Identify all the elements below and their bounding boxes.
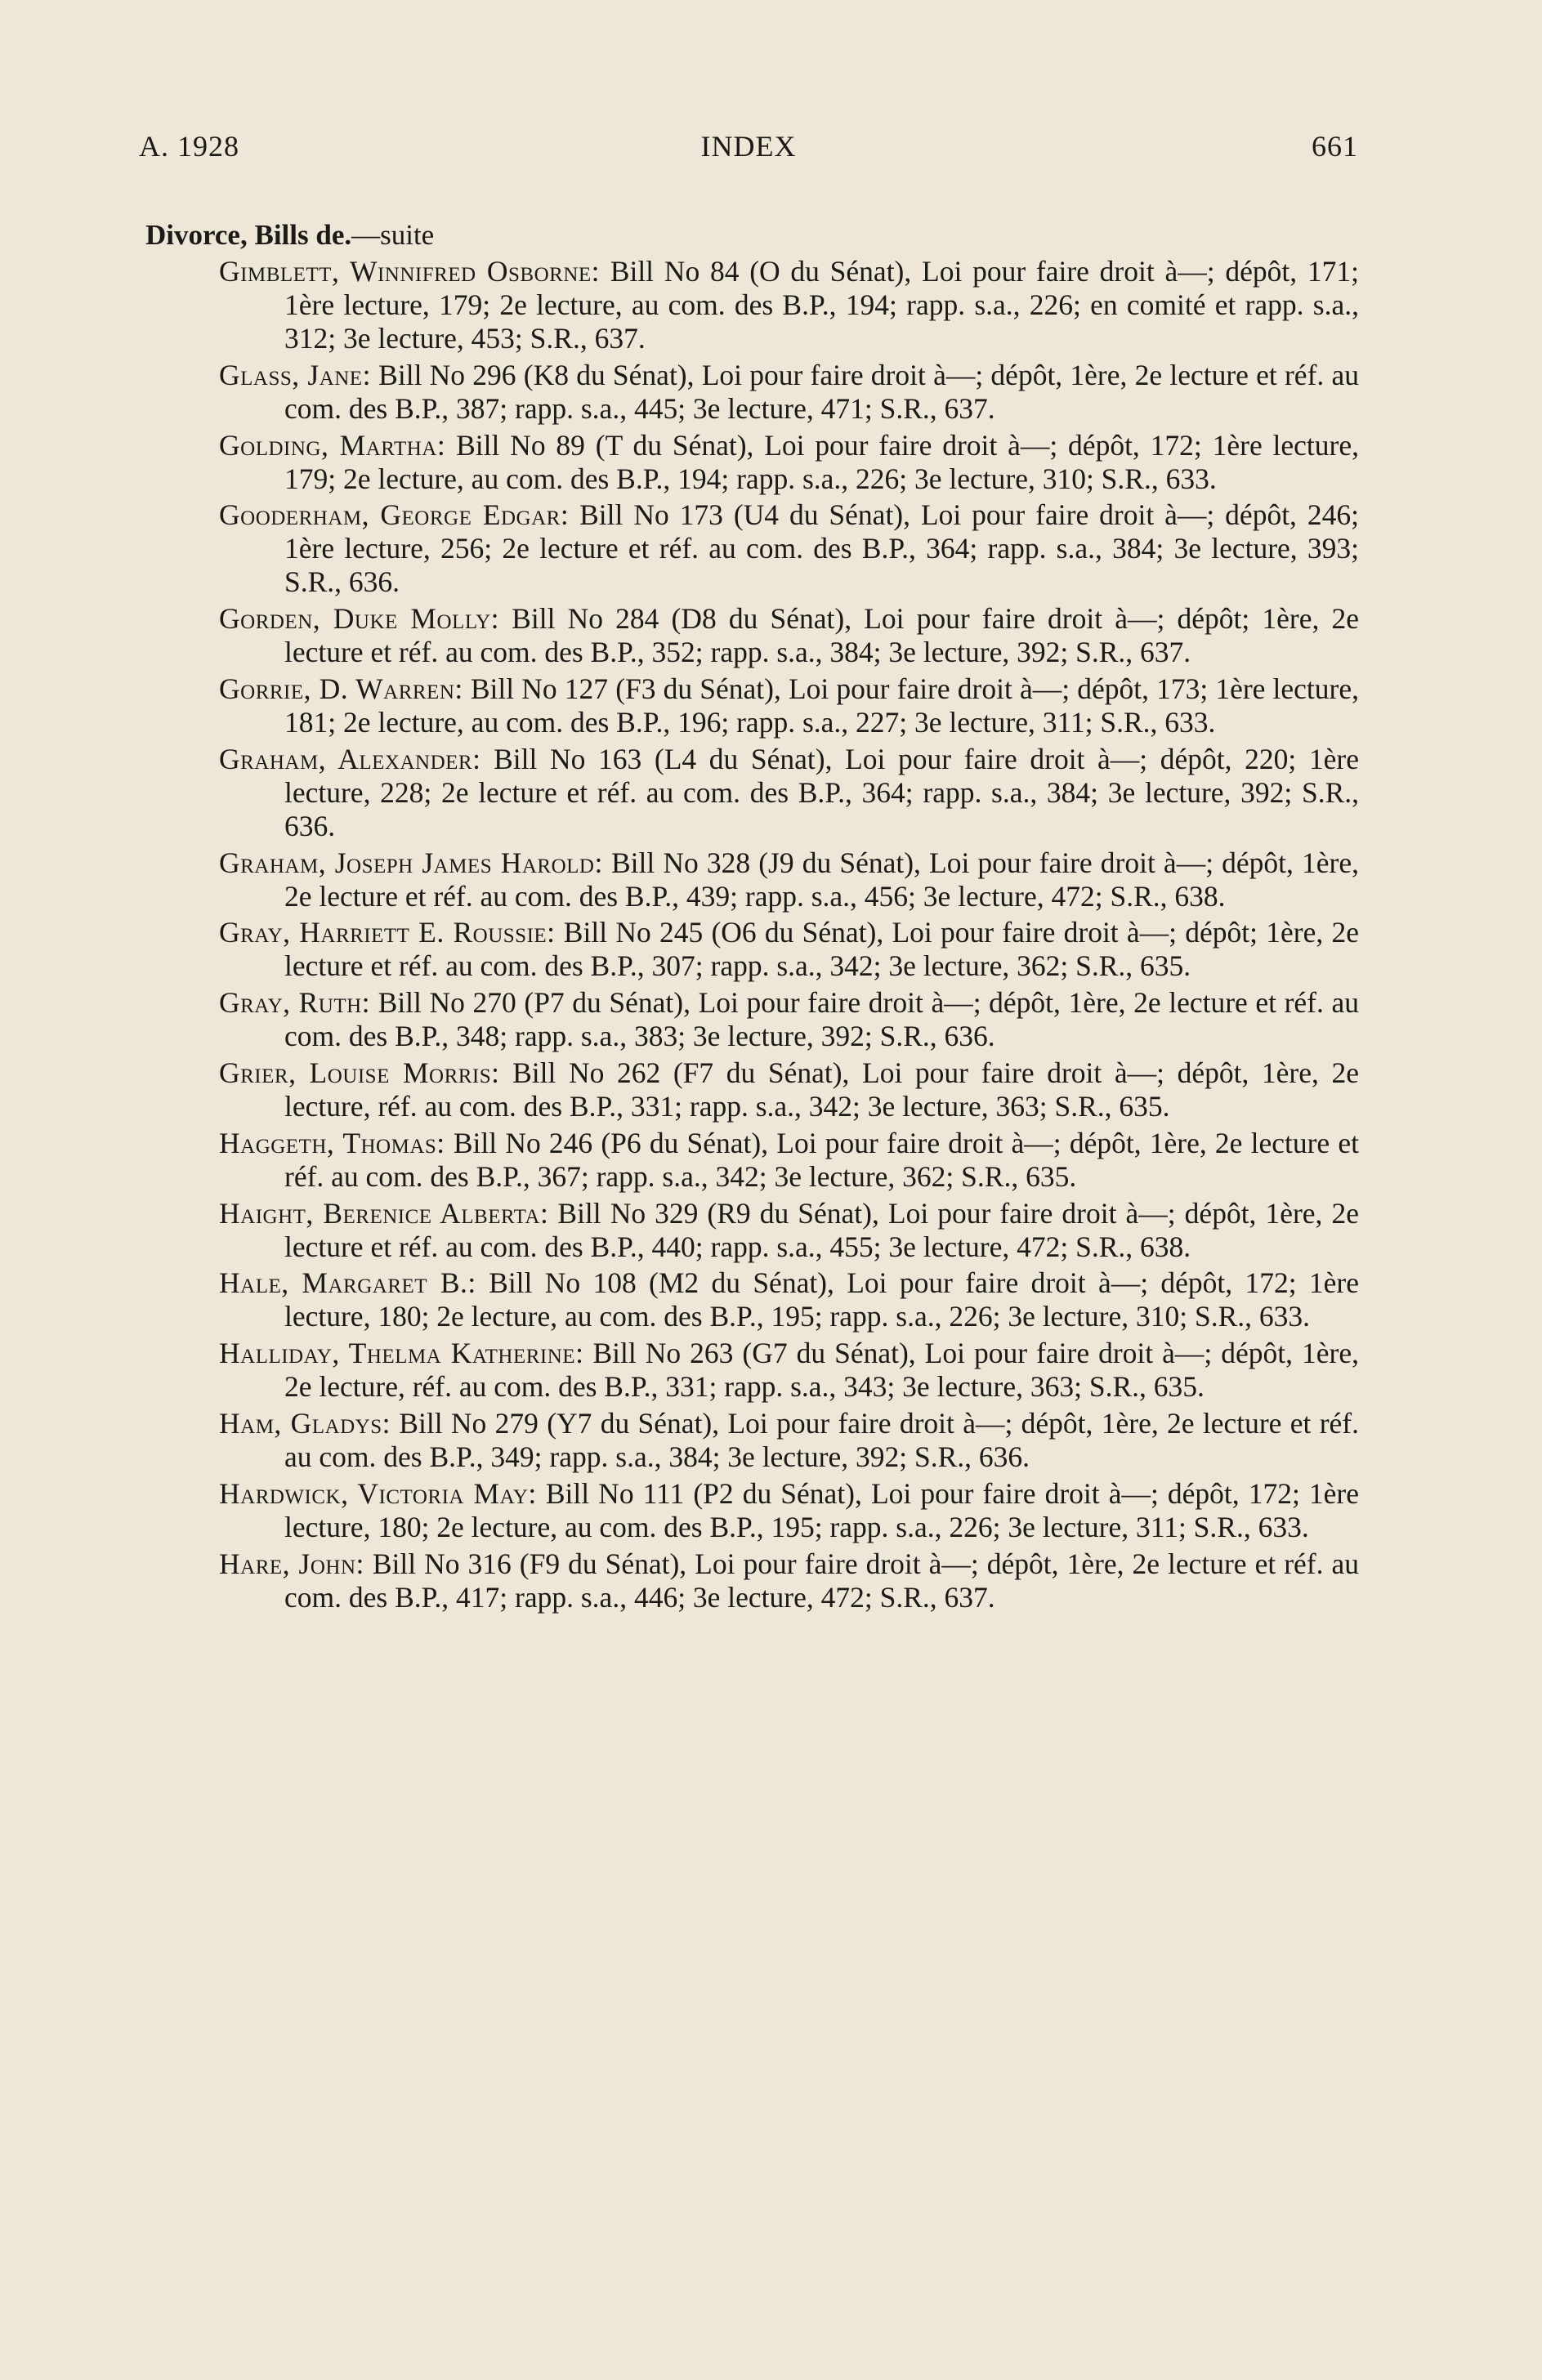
index-entry: [219, 1056, 1359, 1123]
entry-text: Bill No 108 (M2 du Sénat), Loi pour faire droit à—; dépôt, 172; 1ère lecture, 180; 2e lecture, au com. des B.P., 195; rapp. s.a., 226; 3e lecture, 310; S.R., 633.: [284, 1266, 1359, 1333]
entry-name: Haggeth, Thomas:: [219, 1126, 445, 1159]
entry-name: Gimblett, Winnifred Osborne:: [219, 255, 601, 288]
entry-name: Hale, Margaret B.:: [219, 1266, 476, 1300]
entry-name: Graham, Alexander:: [219, 742, 481, 775]
entry-name: Ham, Gladys:: [219, 1406, 391, 1440]
entry-text: Bill No 262 (F7 du Sénat), Loi pour faire droit à—; dépôt, 1ère, 2e lecture, réf. au com. des B.P., 331; rapp. s.a., 342; 3e lecture, 363; S.R., 635.: [284, 1056, 1359, 1123]
entry-name: Glass, Jane:: [219, 358, 371, 391]
entry-name: Gray, Ruth:: [219, 986, 371, 1020]
index-entry: [219, 602, 1359, 669]
entry-name: Gorrie, D. Warren:: [219, 672, 463, 705]
index-entry: [219, 672, 1359, 739]
entry-text: Bill No 284 (D8 du Sénat), Loi pour faire droit à—; dépôt; 1ère, 2e lecture et réf. au com. des B.P., 352; rapp. s.a., 384; 3e lecture, 392; S.R., 637.: [284, 602, 1360, 669]
entry-text: Bill No 245 (O6 du Sénat), Loi pour faire droit à—; dépôt; 1ère, 2e lecture et réf. au com. des B.P., 307; rapp. s.a., 342; 3e lecture, 362; S.R., 635.: [284, 916, 1359, 983]
page-header: [139, 129, 1358, 170]
entry-name: Gray, Harriett E. Roussie:: [219, 916, 556, 949]
index-entry: [219, 429, 1359, 496]
entry-text: Bill No 279 (Y7 du Sénat), Loi pour faire droit à—; dépôt, 1ère, 2e lecture et réf. au com. des B.P., 349; rapp. s.a., 384; 3e lecture, 392; S.R., 636.: [284, 1406, 1359, 1473]
index-entry: [219, 1127, 1359, 1194]
index-entry: [219, 743, 1359, 843]
entry-name: Halliday, Thelma Katherine:: [219, 1337, 584, 1370]
entry-text: Bill No 263 (G7 du Sénat), Loi pour faire droit à—; dépôt, 1ère, 2e lecture, réf. au com. des B.P., 331; rapp. s.a., 343; 3e lecture, 363; S.R., 635.: [284, 1337, 1359, 1404]
entry-text: Bill No 296 (K8 du Sénat), Loi pour faire droit à—; dépôt, 1ère, 2e lecture et réf. au com. des B.P., 387; rapp. s.a., 445; 3e lecture, 471; S.R., 637.: [284, 358, 1359, 425]
volume-year: A. 1928: [139, 130, 239, 163]
entry-text: Bill No 246 (P6 du Sénat), Loi pour faire droit à—; dépôt, 1ère, 2e lecture et réf. au com. des B.P., 367; rapp. s.a., 342; 3e lecture, 362; S.R., 635.: [284, 1126, 1359, 1193]
index-entry: [219, 1266, 1359, 1333]
entry-name: Gorden, Duke Molly:: [219, 602, 500, 636]
index-entry: [219, 359, 1359, 426]
entry-text: Bill No 84 (O du Sénat), Loi pour faire droit à—; dépôt, 171; 1ère lecture, 179; 2e lecture, au com. des B.P., 194; rapp. s.a., 226; en comité et rapp. s.a., 312; 3e lecture, 453; S.R., 637.: [284, 255, 1359, 355]
entry-text: Bill No 329 (R9 du Sénat), Loi pour faire droit à—; dépôt, 1ère, 2e lecture et réf. au com. des B.P., 440; rapp. s.a., 455; 3e lecture, 472; S.R., 638.: [284, 1196, 1359, 1263]
index-entry: [219, 498, 1359, 599]
index-entry: [219, 1337, 1359, 1404]
entry-text: Bill No 163 (L4 du Sénat), Loi pour faire droit à—; dépôt, 220; 1ère lecture, 228; 2e lecture et réf. au com. des B.P., 364; rapp. s.a., 384; 3e lecture, 392; S.R., 636.: [284, 742, 1360, 842]
index-entries: [219, 255, 1359, 1617]
entry-text: Bill No 89 (T du Sénat), Loi pour faire droit à—; dépôt, 172; 1ère lecture, 179; 2e lecture, au com. des B.P., 194; rapp. s.a., 226; 3e lecture, 310; S.R., 633.: [284, 428, 1359, 495]
section-heading: [145, 219, 434, 252]
entry-name: Grier, Louise Morris:: [219, 1056, 500, 1089]
entry-name: Gooderham, George Edgar:: [219, 498, 570, 532]
entry-text: Bill No 173 (U4 du Sénat), Loi pour faire droit à—; dépôt, 246; 1ère lecture, 256; 2e lecture et réf. au com. des B.P., 364; rapp. s.a., 384; 3e lecture, 393; S.R., 636.: [284, 498, 1359, 599]
index-entry: [219, 1407, 1359, 1474]
index-entry: [219, 1477, 1359, 1544]
page-number: 661: [1312, 130, 1358, 163]
entry-name: Haight, Berenice Alberta:: [219, 1196, 549, 1230]
page-title: INDEX: [700, 130, 797, 163]
index-entry: [219, 1547, 1359, 1614]
entry-text: Bill No 316 (F9 du Sénat), Loi pour faire droit à—; dépôt, 1ère, 2e lecture et réf. au com. des B.P., 417; rapp. s.a., 446; 3e lecture, 472; S.R., 637.: [284, 1547, 1359, 1614]
index-entry: [219, 1197, 1359, 1264]
entry-name: Golding, Martha:: [219, 428, 446, 462]
entry-name: Graham, Joseph James Harold:: [219, 846, 603, 879]
index-entry: [219, 255, 1359, 355]
index-entry: [219, 916, 1359, 983]
entry-text: Bill No 270 (P7 du Sénat), Loi pour faire droit à—; dépôt, 1ère, 2e lecture et réf. au com. des B.P., 348; rapp. s.a., 383; 3e lecture, 392; S.R., 636.: [284, 986, 1359, 1053]
entry-text: Bill No 328 (J9 du Sénat), Loi pour faire droit à—; dépôt, 1ère, 2e lecture et réf. au com. des B.P., 439; rapp. s.a., 456; 3e lecture, 472; S.R., 638.: [284, 846, 1359, 913]
entry-name: Hare, John:: [219, 1547, 364, 1580]
section-title: Divorce, Bills de.: [145, 219, 352, 251]
entry-text: Bill No 127 (F3 du Sénat), Loi pour faire droit à—; dépôt, 173; 1ère lecture, 181; 2e lecture, au com. des B.P., 196; rapp. s.a., 227; 3e lecture, 311; S.R., 633.: [284, 672, 1359, 739]
section-suffix: —suite: [351, 219, 435, 251]
entry-name: Hardwick, Victoria May:: [219, 1476, 537, 1510]
entry-text: Bill No 111 (P2 du Sénat), Loi pour faire droit à—; dépôt, 172; 1ère lecture, 180; 2e lecture, au com. des B.P., 195; rapp. s.a., 226; 3e lecture, 311; S.R., 633.: [284, 1476, 1359, 1543]
index-entry: [219, 846, 1359, 913]
index-entry: [219, 986, 1359, 1053]
